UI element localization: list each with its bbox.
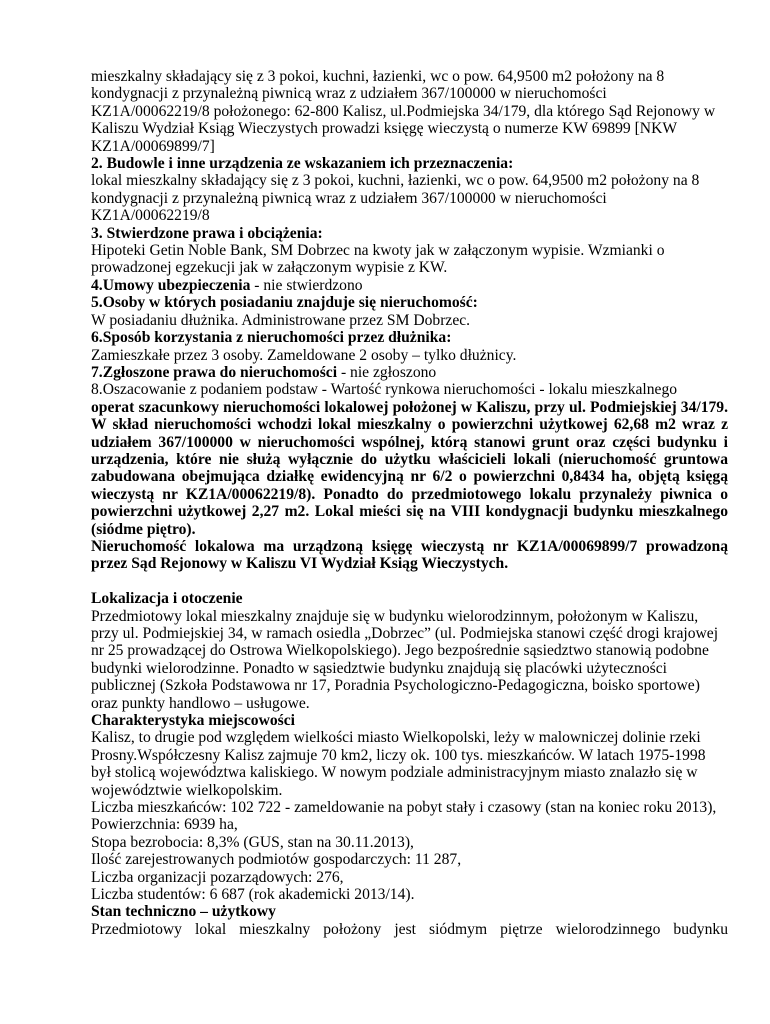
technical-heading: Stan techniczno – użytkowy bbox=[91, 903, 276, 921]
location-line: przy ul. Podmiejskiej 34, w ramach osiedla „Dobrzec” (ul. Podmiejska stanowi część drogi krajowej bbox=[91, 624, 719, 642]
intro-line: KZ1A/00062219/8 położonego: 62-800 Kalisz, ul.Podmiejska 34/179, dla którego Sąd Rejonowy w bbox=[91, 102, 716, 120]
town-stat-line: Ilość zarejestrowanych podmiotów gospodarczych: 11 287, bbox=[91, 851, 462, 869]
town-stat-line: Liczba studentów: 6 687 (rok akademicki 2013/14). bbox=[91, 886, 415, 904]
intro-line: Kaliszu Wydział Ksiąg Wieczystych prowadzi księgę wieczystą o numerze KW 69899 [NKW bbox=[91, 120, 678, 138]
intro-line: kondygnacji z przynależną piwnicą wraz z udziałem 367/100000 w nieruchomości bbox=[91, 85, 607, 103]
intro-line: KZ1A/00069899/7] bbox=[91, 137, 215, 155]
section-2-line: kondygnacji z przynależną piwnicą wraz z udziałem 367/100000 w nieruchomości bbox=[91, 189, 607, 207]
location-line: Przedmiotowy lokal mieszkalny znajduje się w budynku wielorodzinnym, położonym w Kaliszu, bbox=[91, 607, 699, 625]
location-heading: Lokalizacja i otoczenie bbox=[91, 590, 243, 608]
town-line: Kalisz, to drugie pod względem wielkości miasto Wielkopolski, leży w malowniczej dolinie rzeki bbox=[91, 729, 701, 747]
section-7-value: - nie zgłoszono bbox=[337, 363, 437, 381]
section-3-heading: 3. Stwierdzone prawa i obciążenia: bbox=[91, 224, 323, 242]
town-heading: Charakterystyka miejscowości bbox=[91, 712, 295, 730]
land-register-paragraph: Nieruchomość lokalowa ma urządzoną księgę wieczystą nr KZ1A/00069899/7 prowadzoną przez Sąd Rejonowy w Kaliszu VI Wydział Ksiąg Wieczystych. bbox=[91, 537, 728, 573]
town-line: województwie wielkopolskim. bbox=[91, 781, 283, 799]
section-6-heading: 6.Sposób korzystania z nieruchomości przez dłużnika: bbox=[91, 329, 452, 347]
location-line: oraz punkty handlowo – usługowe. bbox=[91, 694, 310, 712]
town-stat-line: Stopa bezrobocia: 8,3% (GUS, stan na 30.11.2013), bbox=[91, 833, 414, 851]
location-line: budynki wielorodzinne. Ponadto w sąsiedztwie budynku znajdują się placówki użyteczności bbox=[91, 659, 667, 677]
section-6-line: Zamieszkałe przez 3 osoby. Zameldowane 2 osoby – tylko dłużnicy. bbox=[91, 346, 517, 364]
valuation-paragraph: operat szacunkowy nieruchomości lokalowej położonej w Kaliszu, przy ul. Podmiejskiej 34/179. W skład nieruchomości wchodzi lokal mieszkalny o powierzchni użytkowej 62,68 m2 wraz z udziałem 367/100000 w nieruchomości wspólnej, którą stanowi grunt oraz części budynku i urządzenia, które nie służą wyłącznie do użytku właścicieli lokali (nieruchomość gruntowa zabudowana obejmująca działkę ewidencyjną nr 6/2 o powierzchni 0,8434 ha, objętą księgą wieczystą nr KZ1A/00062219/8). Ponadto do przedmiotowego lokalu przynależy piwnica o powierzchni użytkowej 2,27 m2. Lokal mieści się na VIII kondygnacji budynku mieszkalnego (siódme piętro). bbox=[91, 398, 728, 538]
section-5-line: W posiadaniu dłużnika. Administrowane przez SM Dobrzec. bbox=[91, 311, 471, 329]
section-3-line: prowadzonej egzekucji jak w załączonym wypisie z KW. bbox=[91, 259, 448, 277]
town-line: Prosny.Współczesny Kalisz zajmuje 70 km2, liczy ok. 100 tys. mieszkańców. W latach 1975-1998 bbox=[91, 746, 706, 764]
section-2-heading: 2. Budowle i inne urządzenia ze wskazaniem ich przeznaczenia: bbox=[91, 155, 514, 173]
section-5-heading: 5.Osoby w których posiadaniu znajduje się nieruchomość: bbox=[91, 294, 478, 312]
section-3-line: Hipoteki Getin Noble Bank, SM Dobrzec na kwoty jak w załączonym wypisie. Wzmianki o bbox=[91, 242, 665, 260]
section-4-heading: 4.Umowy ubezpieczenia bbox=[91, 276, 251, 294]
technical-line: Przedmiotowy lokal mieszkalny położony jest siódmym piętrze wielorodzinnego budynku bbox=[91, 920, 728, 938]
section-7 bbox=[91, 364, 728, 381]
intro-line: mieszkalny składający się z 3 pokoi, kuchni, łazienki, wc o pow. 64,9500 m2 położony na 8 bbox=[91, 68, 665, 85]
location-line: nr 25 prowadzącej do Ostrowa Wielkopolskiego). Jego bezpośrednie sąsiedztwo stanowią podobne bbox=[91, 642, 709, 660]
document-page bbox=[91, 68, 728, 938]
town-stat-line: Liczba mieszkańców: 102 722 - zameldowanie na pobyt stały i czasowy (stan na koniec roku 2013), bbox=[91, 799, 717, 817]
section-7-heading: 7.Zgłoszone prawa do nieruchomości bbox=[91, 363, 338, 381]
town-line: był stolicą województwa kaliskiego. W nowym podziale administracyjnym miasto znalazło się w bbox=[91, 764, 698, 782]
town-stat-line: Liczba organizacji pozarządowych: 276, bbox=[91, 868, 344, 886]
paragraph-gap bbox=[91, 573, 728, 590]
section-8-line: 8.Oszacowanie z podaniem podstaw - Wartość rynkowa nieruchomości - lokalu mieszkalnego bbox=[91, 381, 678, 399]
section-4-value: - nie stwierdzono bbox=[250, 276, 363, 294]
location-line: publicznej (Szkoła Podstawowa nr 17, Poradnia Psychologiczno-Pedagogiczna, boisko sportowe) bbox=[91, 677, 700, 695]
town-stat-line: Powierzchnia: 6939 ha, bbox=[91, 816, 238, 834]
section-4 bbox=[91, 277, 728, 294]
section-2-line: KZ1A/00062219/8 bbox=[91, 207, 210, 225]
section-2-line: lokal mieszkalny składający się z 3 pokoi, kuchni, łazienki, wc o pow. 64,9500 m2 położony na 8 bbox=[91, 172, 700, 190]
